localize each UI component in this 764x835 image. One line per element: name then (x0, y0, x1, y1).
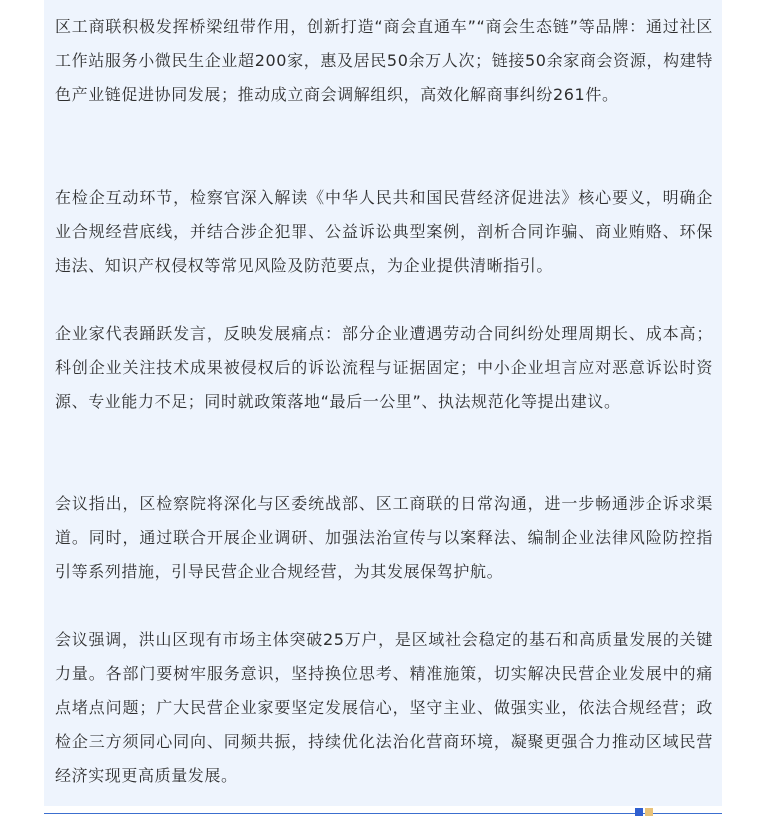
article-paragraph-entrepreneur-feedback: 企业家代表踊跃发言，反映发展痛点：部分企业遭遇劳动合同纠纷处理周期长、成本高；科创企业关注技术成果被侵权后的诉讼流程与证据固定；中小企业坦言应对恶意诉讼时资源、专业能力不足；同时就政策落地“最后一公里”、执法规范化等提出建议。 (55, 324, 713, 411)
article-paragraph-chamber-of-commerce: 区工商联积极发挥桥梁纽带作用，创新打造“商会直通车”“商会生态链”等品牌：通过社区工作站服务小微民生企业超200家，惠及居民50余万人次；链接50余家商会资源，构建特色产业链促进协同发展；推动成立商会调解组织，高效化解商事纠纷261件。 (55, 17, 713, 104)
article-paragraph-procuratorate-interaction: 在检企互动环节，检察官深入解读《中华人民共和国民营经济促进法》核心要义，明确企业合规经营底线，并结合涉企犯罪、公益诉讼典型案例，剖析合同诈骗、商业贿赂、环保违法、知识产权侵权等常见风险及防范要点，为企业提供清晰指引。 (55, 188, 713, 275)
footer-blue-square-mark (635, 808, 643, 816)
article-paragraph-meeting-emphasis: 会议强调，洪山区现有市场主体突破25万户，是区域社会稳定的基石和高质量发展的关键力量。各部门要树牢服务意识，坚持换位思考、精准施策，切实解决民营企业发展中的痛点堵点问题；广大民营企业家要坚定发展信心，坚守主业、做强实业，依法合规经营；政检企三方须同心同向、同频共振，持续优化法治化营商环境，凝聚更强合力推动区域民营经济实现更高质量发展。 (55, 630, 713, 785)
footer-gold-square-mark (645, 808, 653, 816)
article-paragraph-meeting-points: 会议指出，区检察院将深化与区委统战部、区工商联的日常沟通，进一步畅通涉企诉求渠道。同时，通过联合开展企业调研、加强法治宣传与以案释法、编制企业法律风险防控指引等系列措施，引导民营企业合规经营，为其发展保驾护航。 (55, 494, 713, 581)
footer-divider-line (44, 813, 722, 814)
